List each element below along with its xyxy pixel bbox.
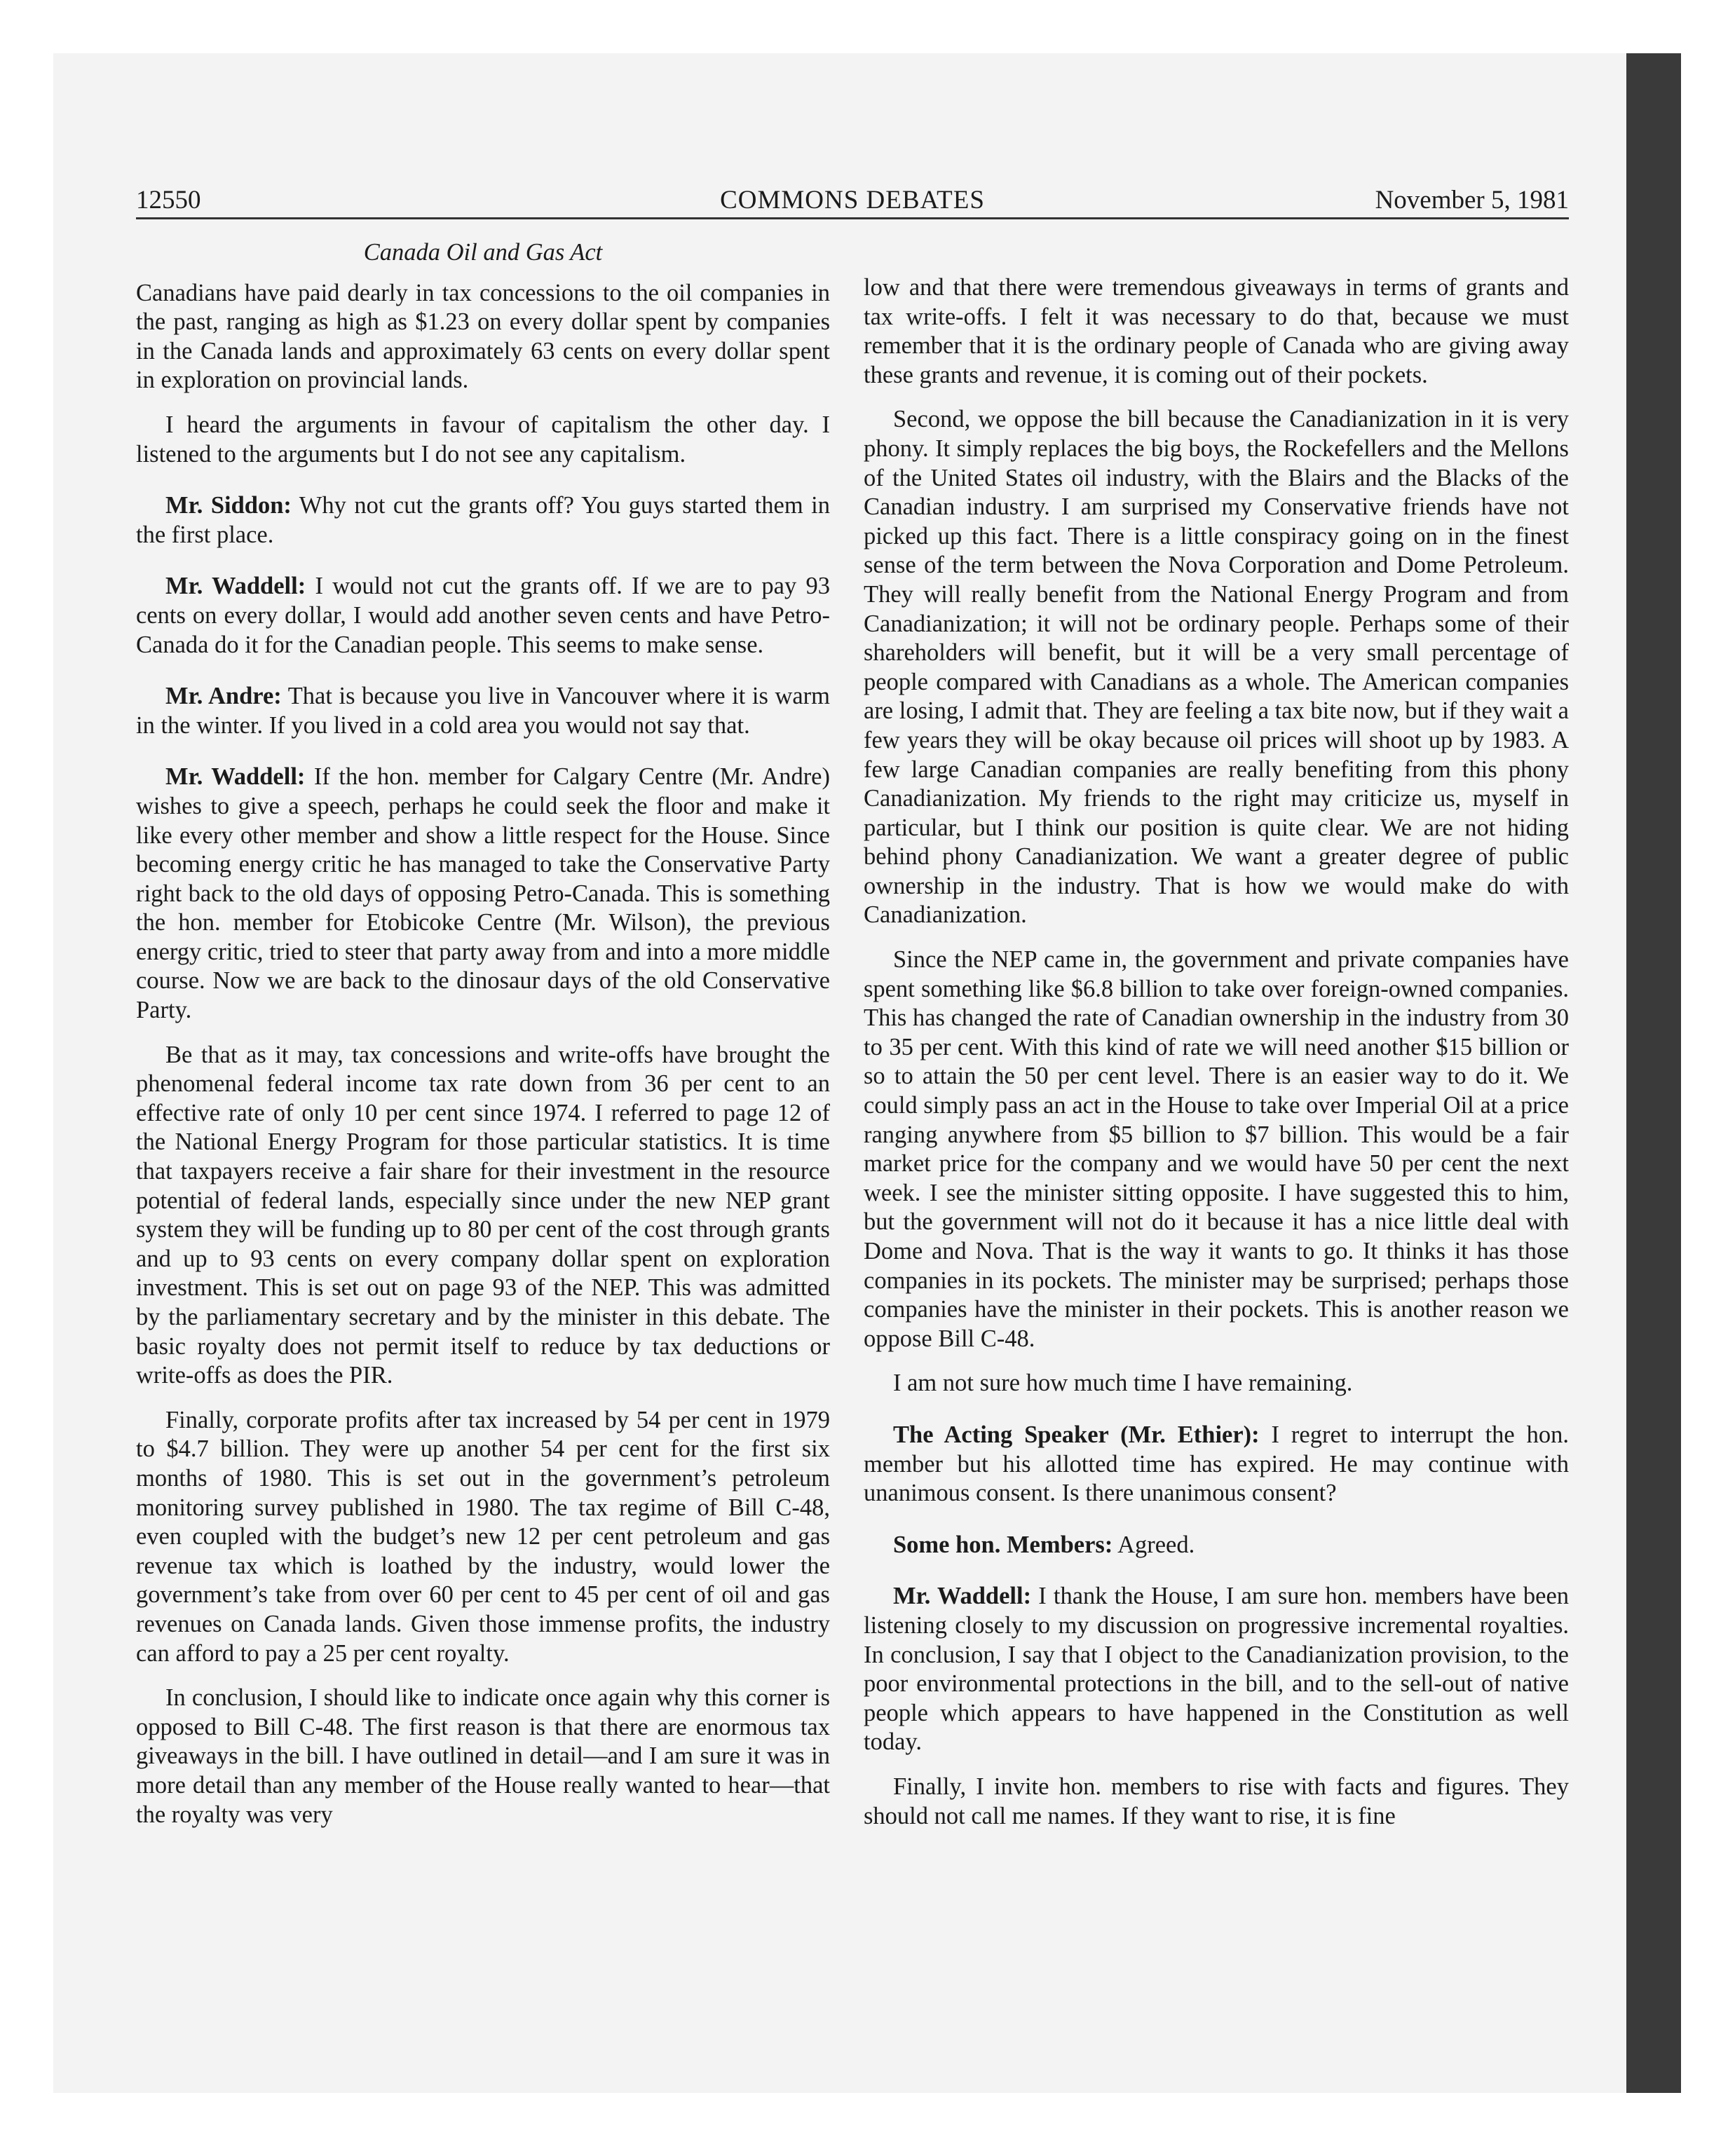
right-column — [864, 273, 1569, 1831]
paragraph: I am not sure how much time I have remaining. — [893, 1370, 1353, 1397]
paragraph: Since the NEP came in, the government and private companies have spent something like $6.8 billion to take over foreign-owned companies. This has changed the rate of Canadian ownership in the industry from 30 to 35 per cent. With this kind of rate we will need another $15 billion or so to attain the 50 per cent level. There is an easier way to do it. We could simply pass an act in the House to take over Imperial Oil at a price ranging anywhere from $5 billion to $7 billion. This would be a fair market price for the company and we would have 50 per cent the next week. I see the minister sitting opposite. I have suggested this to him, but the government will not do it because it has a nice little deal with Dome and Nova. That is the way it wants to go. It thinks it has those companies in its pockets. The minister may be surprised; perhaps those companies have the minister in their pockets. This is another reason we oppose Bill C-48. — [864, 946, 1569, 1352]
paragraph: Finally, I invite hon. members to rise with facts and figures. They should not call me names. If they want to rise, it is fine — [864, 1773, 1569, 1829]
page-number: 12550 — [136, 186, 201, 214]
paragraph: Finally, corporate profits after tax increased by 54 per cent in 1979 to $4.7 billion. They were up another 54 per cent for the first six months of 1980. This is set out in the government’s petroleum monitoring survey published in 1980. The tax regime of Bill C-48, even coupled with the budget’s new 12 per cent petroleum and gas revenue tax which is loathed by the industry, would lower the government’s take from over 60 per cent to 45 per cent of oil and gas revenues on Canada lands. Given those immense profits, the industry can afford to pay a 25 per cent royalty. — [136, 1406, 830, 1667]
paragraph: Be that as it may, tax concessions and write-offs have brought the phenomenal federal income tax rate down from 36 per cent to an effective rate of only 10 per cent since 1974. I referred to page 12 of the National Energy Program for those particular statistics. It is time that taxpayers receive a fair share for their investment in the resource potential of federal lands, especially since under the new NEP grant system they will be funding up to 80 per cent of the cost through grants and up to 93 cents on every company dollar spent on exploration investment. This is set out on page 93 of the NEP. This was admitted by the parliamentary secretary and by the minister in this debate. The basic royalty does not permit itself to reduce by tax deductions or write-offs as does the PIR. — [136, 1041, 830, 1389]
paragraph: Mr. Waddell: I would not cut the grants off. If we are to pay 93 cents on every dollar, I would add another seven cents and have Petro-Canada do it for the Canadian people. This seems to make sense. — [136, 573, 830, 658]
paragraph: Canadians have paid dearly in tax concessions to the oil companies in the past, ranging as high as $1.23 on every dollar spent by companies in the Canada lands and approximately 63 cents on every dollar spent in exploration on provincial lands. — [136, 279, 830, 394]
speaker-name: Some hon. Members: — [893, 1531, 1113, 1558]
running-title: Canada Oil and Gas Act — [363, 239, 603, 266]
page-header — [136, 184, 1569, 219]
speaker-name: The Acting Speaker (Mr. Ethier): — [893, 1421, 1260, 1448]
speaker-name: Mr. Andre: — [165, 683, 282, 710]
speaker-name: Mr. Waddell: — [893, 1583, 1032, 1610]
paragraph: Mr. Andre: That is because you live in Vancouver where it is warm in the winter. If you lived in a cold area you would not say that. — [136, 683, 830, 739]
speaker-name: Mr. Waddell: — [165, 763, 306, 791]
paragraph: I heard the arguments in favour of capitalism the other day. I listened to the arguments but I do not see any capitalism. — [136, 411, 830, 468]
paragraph: Second, we oppose the bill because the Canadianization in it is very phony. It simply replaces the big boys, the Rockefellers and the Mellons of the United States oil industry, with the Blairs and the Blacks of the Canadian industry. I am surprised my Conservative friends have not picked up this fact. There is a little conspiracy going on in the finest sense of the term between the Nova Corporation and Dome Petroleum. They will really benefit from the National Energy Program and from Canadianization; it will not be ordinary people. Perhaps some of their shareholders will benefit, but it will be a very small percentage of people compared with Canadians as a whole. The American companies are losing, I admit that. They are feeling a tax bite now, but if they wait a few years they will be okay because oil prices will shoot up by 1983. A few large Canadian companies are really benefiting from this phony Canadianization. My friends to the right may criticize us, myself in particular, but I think our position is quite clear. We are not hiding behind phony Canadianization. We want a greater degree of public ownership in the industry. That is how we would make do with Canadianization. — [864, 406, 1569, 929]
paragraph: Mr. Waddell: If the hon. member for Calgary Centre (Mr. Andre) wishes to give a speech, perhaps he could seek the floor and make it like every other member and show a little respect for the House. Since becoming energy critic he has managed to take the Conservative Party right back to the old days of opposing Petro-Canada. This is something the hon. member for Etobicoke Centre (Mr. Wilson), the previous energy critic, tried to steer that party away from and into a more middle course. Now we are back to the dinosaur days of the old Conservative Party. — [136, 763, 830, 1024]
scan-edge-shadow — [1626, 53, 1681, 2093]
paragraph: The Acting Speaker (Mr. Ethier): I regret to interrupt the hon. member but his allotted time has expired. He may continue with unanimous consent. Is there unanimous consent? — [864, 1421, 1569, 1507]
paragraph: Mr. Waddell: I thank the House, I am sure hon. members have been listening closely to my discussion on progressive incremental royalties. In conclusion, I say that I object to the Canadianization provision, to the poor environmental protections in the bill, and to the sell-out of native people which appears to have happened in the Constitution as well today. — [864, 1583, 1570, 1756]
paragraph: In conclusion, I should like to indicate once again why this corner is opposed to Bill C-48. The first reason is that there are enormous tax giveaways in the bill. I have outlined in detail—and I am sure it was in more detail than any member of the House really wanted to hear—that the royalty was very — [136, 1684, 830, 1828]
speaker-name: Mr. Siddon: — [165, 492, 292, 519]
paragraph: Some hon. Members: Agreed. — [893, 1531, 1195, 1558]
paragraph: Mr. Siddon: Why not cut the grants off? You guys started them in the first place. — [136, 492, 830, 548]
paragraph: low and that there were tremendous giveaways in terms of grants and tax write-offs. I felt it was necessary to do that, because we must remember that it is the ordinary people of Canada who are giving away these grants and revenue, it is coming out of their pockets. — [864, 274, 1569, 388]
publication-title: COMMONS DEBATES — [720, 186, 985, 214]
speaker-name: Mr. Waddell: — [165, 573, 306, 600]
left-column — [136, 238, 830, 1829]
publication-date: November 5, 1981 — [1375, 186, 1569, 214]
